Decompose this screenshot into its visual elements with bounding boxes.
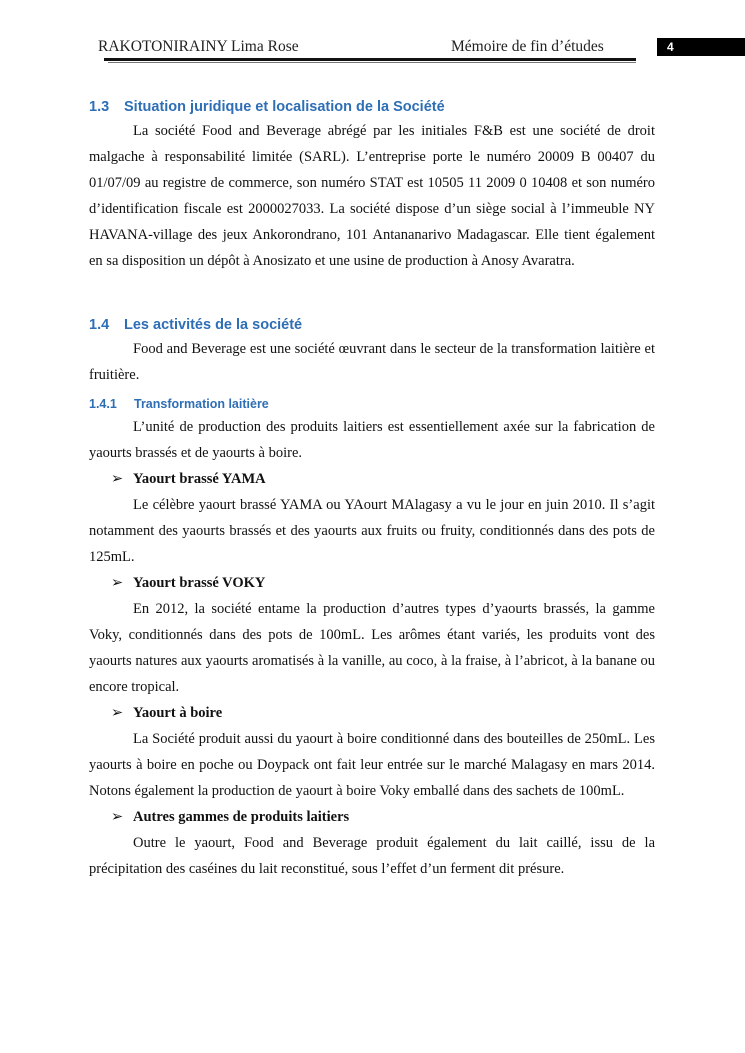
arrow-bullet-icon: ➢ bbox=[111, 809, 124, 825]
header-author: RAKOTONIRAINY Lima Rose bbox=[98, 38, 299, 55]
page-body bbox=[89, 96, 655, 882]
paragraph-autres-gammes: Outre le yaourt, Food and Beverage produit également du lait caillé, issu de la précipitation des caséines du lait reconstitué, sous l’effet d’un ferment dit présure. bbox=[89, 835, 655, 877]
bullet-heading-yaourt-a-boire bbox=[89, 700, 655, 726]
arrow-bullet-icon: ➢ bbox=[111, 471, 124, 487]
section-heading-1-3 bbox=[89, 96, 655, 118]
header-rule-thin bbox=[108, 62, 636, 63]
bullet-heading-yama bbox=[89, 466, 655, 492]
paragraph-situation-juridique: La société Food and Beverage abrégé par les initiales F&B est une société de droit malgache à responsabilité limitée (SARL). L’entreprise porte le numéro 20009 B 00407 du 01/07/09 au registre de commerce, son numéro STAT est 10505 11 2009 0 10408 et son numéro d’identification fiscale est 2000027033. La société dispose d’un siège social à l’immeuble NY HAVANA-village des jeux Ankorondrano, 101 Antananarivo Madagascar. Elle tient également en sa disposition un dépôt à Anosizato et une usine de production à Anosy Avaratra. bbox=[89, 123, 655, 269]
section-title: Situation juridique et localisation de la Société bbox=[124, 99, 445, 115]
section-number: 1.3 bbox=[89, 99, 110, 115]
bullet-heading-autres-gammes bbox=[89, 804, 655, 830]
header-rule-thick bbox=[104, 58, 636, 61]
bullet-title: Yaourt brassé VOKY bbox=[133, 575, 266, 591]
section-number: 1.4 bbox=[89, 317, 110, 333]
arrow-bullet-icon: ➢ bbox=[111, 705, 124, 721]
section-title: Les activités de la société bbox=[124, 317, 303, 333]
paragraph-yama: Le célèbre yaourt brassé YAMA ou YAourt MAlagasy a vu le jour en juin 2010. Il s’agit notamment des yaourts brassés et des yaourts aux fruits ou fruity, conditionnés dans des pots de 125mL. bbox=[89, 497, 655, 565]
page-header bbox=[0, 0, 745, 70]
subsection-number: 1.4.1 bbox=[89, 397, 117, 411]
header-document-title: Mémoire de fin d’études bbox=[451, 38, 604, 55]
subsection-heading-1-4-1 bbox=[89, 394, 655, 414]
subsection-title: Transformation laitière bbox=[134, 397, 269, 411]
spacer bbox=[89, 274, 655, 314]
section-heading-1-4 bbox=[89, 314, 655, 336]
paragraph-voky: En 2012, la société entame la production d’autres types d’yaourts brassés, la gamme Voky, conditionnés dans des pots de 100mL. Les arômes étant variés, les produits vont des yaourts natures aux yaourts aromatisés à la vanille, au coco, à la fraise, à l’abricot, à la banane ou encore tropical. bbox=[89, 601, 655, 695]
paragraph-transformation-laitiere: L’unité de production des produits laitiers est essentiellement axée sur la fabrication de yaourts brassés et de yaourts à boire. bbox=[89, 419, 655, 461]
bullet-heading-voky bbox=[89, 570, 655, 596]
arrow-bullet-icon: ➢ bbox=[111, 575, 124, 591]
bullet-title: Autres gammes de produits laitiers bbox=[133, 809, 350, 825]
page-number: 4 bbox=[667, 40, 674, 54]
bullet-title: Yaourt à boire bbox=[133, 705, 223, 721]
bullet-title: Yaourt brassé YAMA bbox=[133, 471, 266, 487]
paragraph-yaourt-a-boire: La Société produit aussi du yaourt à boire conditionné dans des bouteilles de 250mL. Les yaourts à boire en poche ou Doypack ont fait leur entrée sur le marché Malagasy en mars 2014. Notons également la production de yaourt à boire Voky emballé dans des sachets de 100mL. bbox=[89, 731, 655, 799]
paragraph-activites: Food and Beverage est une société œuvrant dans le secteur de la transformation laitière et fruitière. bbox=[89, 341, 655, 383]
page-number-box bbox=[657, 38, 745, 56]
